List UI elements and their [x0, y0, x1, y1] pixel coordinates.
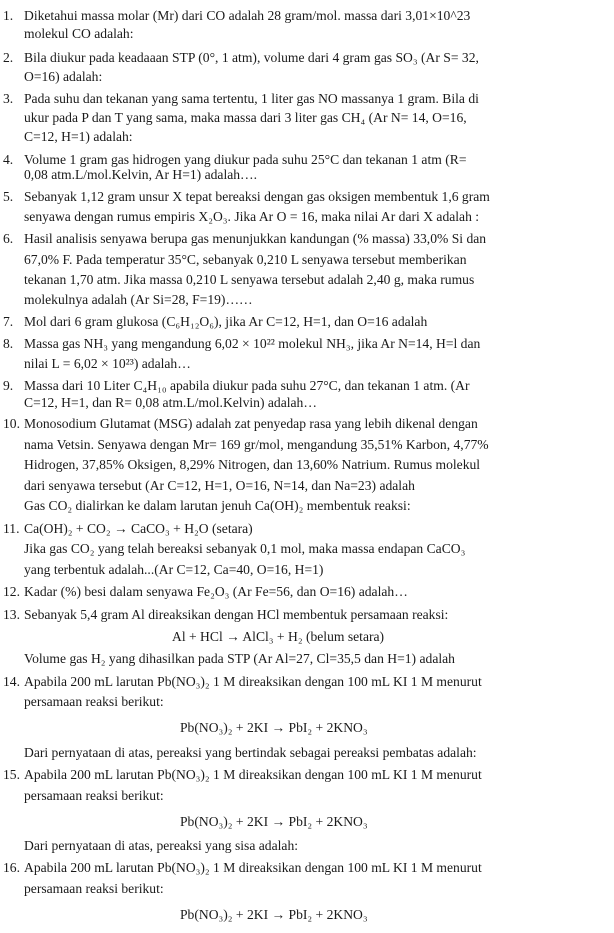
question-text-line: Al + HCl → AlCl₃ + H₂ (belum setara) — [172, 629, 385, 644]
question-number: 1. — [3, 8, 14, 23]
question-text-line: Jika gas CO₂ yang telah bereaksi sebanyak 0,1 mol, maka massa endapan CaCO₃ — [24, 541, 466, 556]
question-text-line: Massa dari 10 Liter C₄H₁₀ apabila diukur pada suhu 27°C, dan tekanan 1 atm. (Ar — [24, 378, 470, 393]
question-text-line: Monosodium Glutamat (MSG) adalah zat penyedap rasa yang lebih dikenal dengan — [24, 416, 478, 431]
question-text-line: Hidrogen, 37,85% Oksigen, 8,29% Nitrogen, dan 13,60% Natrium. Rumus molekul — [24, 457, 481, 472]
question-text-line: molekul CO adalah: — [24, 26, 134, 41]
question-text-line: Gas CO₂ dialirkan ke dalam larutan jenuh Ca(OH)₂ membentuk reaksi: — [24, 498, 411, 513]
question-text-line: Diketahui massa molar (Mr) dari CO adalah 28 gram/mol. massa dari 3,01×10^23 — [24, 8, 471, 23]
question-text-line: persamaan reaksi berikut: — [24, 694, 164, 709]
question-text-line: Ca(OH)₂ + CO₂ → CaCO₃ + H₂O (setara) — [24, 521, 253, 536]
question-text-line: Apabila 200 mL larutan Pb(NO₃)₂ 1 M direaksikan dengan 100 mL KI 1 M menurut — [24, 767, 482, 782]
question-text-line: nilai L = 6,02 × 10²³) adalah… — [24, 356, 191, 371]
question-text-line: Pb(NO₃)₂ + 2KI → PbI₂ + 2KNO₃ — [180, 814, 368, 829]
question-text-line: C=12, H=1, dan R= 0,08 atm.L/mol.Kelvin) adalah… — [24, 395, 317, 410]
question-text-line: Hasil analisis senyawa berupa gas menunjukkan kandungan (% massa) 33,0% Si dan — [24, 231, 487, 246]
question-text-line: Sebanyak 5,4 gram Al direaksikan dengan HCl membentuk persamaan reaksi: — [24, 607, 449, 622]
question-text-line: Bila diukur pada keadaaan STP (0°, 1 atm), volume dari 4 gram gas SO₃ (Ar S= 32, — [24, 50, 479, 65]
question-text-line: 0,08 atm.L/mol.Kelvin, Ar H=1) adalah…. — [24, 167, 258, 182]
question-text-line: Pb(NO₃)₂ + 2KI → PbI₂ + 2KNO₃ — [180, 907, 368, 922]
question-text-line: Volume gas H₂ yang dihasilkan pada STP (Ar Al=27, Cl=35,5 dan H=1) adalah — [24, 651, 455, 666]
question-text-line: Dari pernyataan di atas, pereaksi yang sisa adalah: — [24, 838, 299, 853]
question-number: 16. — [3, 860, 20, 875]
question-text-line: nama Vetsin. Senyawa dengan Mr= 169 gr/mol, mengandung 35,51% Karbon, 4,77% — [24, 437, 489, 452]
question-text-line: persamaan reaksi berikut: — [24, 881, 164, 896]
question-number: 10. — [3, 416, 20, 431]
question-text-line: tekanan 1,70 atm. Jika massa 0,210 L senyawa tersebut adalah 2,40 g, maka rumus — [24, 272, 475, 287]
question-text-line: O=16) adalah: — [24, 69, 103, 84]
question-text-line: Pada suhu dan tekanan yang sama tertentu, 1 liter gas NO massanya 1 gram. Bila di — [24, 91, 479, 106]
question-number: 7. — [3, 314, 14, 329]
question-text-line: senyawa dengan rumus empiris X₂O₃. Jika Ar O = 16, maka nilai Ar dari X adalah : — [24, 209, 480, 224]
question-number: 12. — [3, 584, 20, 599]
question-number: 6. — [3, 231, 14, 246]
question-text-line: Volume 1 gram gas hidrogen yang diukur pada suhu 25°C dan tekanan 1 atm (R= — [24, 152, 467, 167]
question-number: 5. — [3, 189, 14, 204]
question-number: 11. — [3, 521, 20, 536]
question-text-line: Kadar (%) besi dalam senyawa Fe₂O₃ (Ar Fe=56, dan O=16) adalah… — [24, 584, 408, 599]
question-number: 2. — [3, 50, 14, 65]
question-number: 9. — [3, 378, 14, 393]
question-text-line: Dari pernyataan di atas, pereaksi yang bertindak sebagai pereaksi pembatas adalah: — [24, 745, 477, 760]
question-text-line: C=12, H=1) adalah: — [24, 129, 133, 144]
question-text-line: Apabila 200 mL larutan Pb(NO₃)₂ 1 M direaksikan dengan 100 mL KI 1 M menurut — [24, 674, 482, 689]
question-text-line: molekulnya adalah (Ar Si=28, F=19)…… — [24, 292, 253, 307]
question-text-line: 67,0% F. Pada temperatur 35°C, sebanyak 0,210 L senyawa tersebut memberikan — [24, 252, 467, 267]
question-text-line: Sebanyak 1,12 gram unsur X tepat bereaksi dengan gas oksigen membentuk 1,6 gram — [24, 189, 490, 204]
question-text-line: yang terbentuk adalah...(Ar C=12, Ca=40, O=16, H=1) — [24, 562, 324, 577]
question-number: 4. — [3, 152, 14, 167]
question-text-line: Apabila 200 mL larutan Pb(NO₃)₂ 1 M direaksikan dengan 100 mL KI 1 M menurut — [24, 860, 482, 875]
question-text-line: Pb(NO₃)₂ + 2KI → PbI₂ + 2KNO₃ — [180, 720, 368, 735]
question-number: 13. — [3, 607, 20, 622]
question-number: 14. — [3, 674, 20, 689]
question-text-line: dari senyawa tersebut (Ar C=12, H=1, O=16, N=14, dan Na=23) adalah — [24, 478, 415, 493]
question-number: 3. — [3, 91, 14, 106]
question-number: 15. — [3, 767, 20, 782]
question-text-line: Massa gas NH₃ yang mengandung 6,02 × 10²² molekul NH₃, jika Ar N=14, H=l dan — [24, 336, 481, 351]
question-text-line: persamaan reaksi berikut: — [24, 788, 164, 803]
question-text-line: ukur pada P dan T yang sama, maka massa dari 3 liter gas CH₄ (Ar N= 14, O=16, — [24, 110, 467, 125]
question-text-line: Mol dari 6 gram glukosa (C₆H₁₂O₆), jika Ar C=12, H=1, dan O=16 adalah — [24, 314, 428, 329]
question-number: 8. — [3, 336, 14, 351]
